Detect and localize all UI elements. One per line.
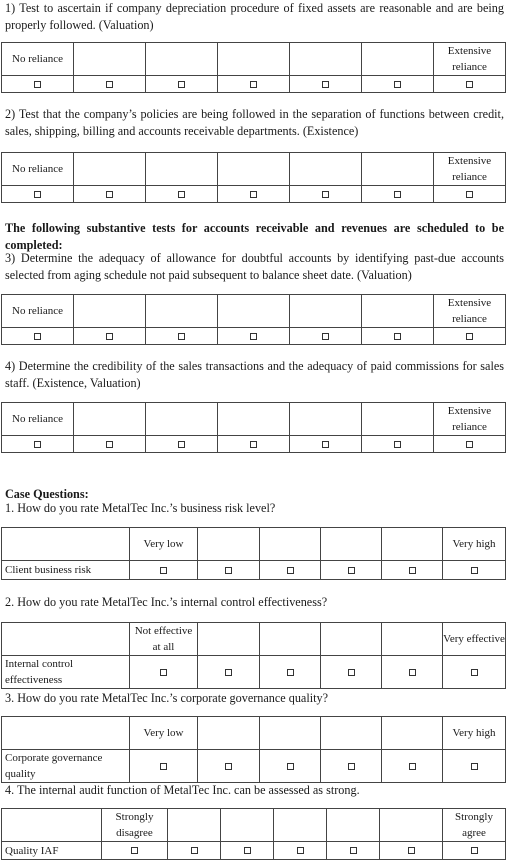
reliance-scale-4: [1, 402, 506, 453]
checkbox[interactable]: [102, 842, 168, 860]
checkbox[interactable]: [290, 186, 362, 203]
scale-low-label: Very low: [130, 717, 198, 750]
checkbox[interactable]: [443, 750, 506, 783]
checkbox[interactable]: [290, 76, 362, 93]
checkbox[interactable]: [382, 750, 443, 783]
test-question-4: [5, 358, 504, 392]
checkbox[interactable]: [218, 186, 290, 203]
checkbox[interactable]: [443, 561, 506, 580]
row-label: Quality IAF: [2, 842, 102, 860]
checkbox[interactable]: [321, 750, 382, 783]
checkbox[interactable]: [321, 656, 382, 689]
checkbox[interactable]: [146, 76, 218, 93]
checkbox[interactable]: [146, 186, 218, 203]
checkbox[interactable]: [434, 186, 506, 203]
case-question-3: 3. How do you rate MetalTec Inc.’s corporate governance quality?: [5, 691, 329, 705]
checkbox[interactable]: [74, 328, 146, 345]
internal-control-scale: [1, 622, 506, 689]
checkbox[interactable]: [290, 328, 362, 345]
scale-low-label: Strongly disagree: [102, 809, 168, 842]
checkbox[interactable]: [218, 436, 290, 453]
checkbox[interactable]: [2, 186, 74, 203]
internal-audit-scale: [1, 808, 506, 860]
checkbox[interactable]: [274, 842, 327, 860]
corporate-governance-scale: [1, 716, 506, 783]
scale-high-label: Very high: [443, 717, 506, 750]
row-label: Client business risk: [2, 561, 130, 580]
scale-low-label: No reliance: [2, 43, 74, 76]
scale-high-label: Strongly agree: [443, 809, 506, 842]
case-questions-heading: Case Questions:: [5, 487, 89, 501]
checkbox[interactable]: [321, 561, 382, 580]
checkbox[interactable]: [290, 436, 362, 453]
reliance-scale-2: [1, 152, 506, 203]
test-question-3-text: 3) Determine the adequacy of allowance for doubtful accounts by identifying past-due accounts selected from aging schedule not paid subsequent to balance sheet date. (Valuation): [5, 251, 504, 282]
checkbox[interactable]: [130, 750, 198, 783]
scale-high-label: Extensive reliance: [434, 43, 506, 76]
checkbox[interactable]: [434, 436, 506, 453]
checkbox[interactable]: [2, 328, 74, 345]
scale-low-label: Not effective at all: [130, 623, 198, 656]
checkbox[interactable]: [218, 328, 290, 345]
checkbox[interactable]: [74, 436, 146, 453]
scale-low-label: No reliance: [2, 153, 74, 186]
test-question-2: [5, 106, 504, 140]
checkbox[interactable]: [382, 656, 443, 689]
checkbox[interactable]: [443, 842, 506, 860]
scale-high-label: Extensive reliance: [434, 403, 506, 436]
test-question-1: [5, 0, 504, 34]
checkbox[interactable]: [327, 842, 380, 860]
checkbox[interactable]: [146, 328, 218, 345]
checkbox[interactable]: [74, 186, 146, 203]
checkbox[interactable]: [218, 76, 290, 93]
row-label: Corporate governance quality: [2, 750, 130, 783]
checkbox[interactable]: [260, 750, 321, 783]
checkbox[interactable]: [260, 656, 321, 689]
scale-high-label: Extensive reliance: [434, 295, 506, 328]
checkbox[interactable]: [168, 842, 221, 860]
case-question-2: 2. How do you rate MetalTec Inc.’s internal control effectiveness?: [5, 595, 328, 609]
scale-high-label: Very high: [443, 528, 506, 561]
test-question-1-text: 1) Test to ascertain if company depreciation procedure of fixed assets are reasonable and are being properly followed. (Valuation): [5, 1, 504, 32]
checkbox[interactable]: [434, 328, 506, 345]
test-question-3: [5, 250, 504, 284]
checkbox[interactable]: [130, 656, 198, 689]
test-question-4-text: 4) Determine the credibility of the sales transactions and the adequacy of paid commissions for sales staff. (Existence, Valuation): [5, 359, 504, 390]
checkbox[interactable]: [198, 561, 260, 580]
substantive-tests-heading: The following substantive tests for accounts receivable and revenues are scheduled to be completed:: [5, 221, 504, 252]
reliance-scale-3: [1, 294, 506, 345]
checkbox[interactable]: [260, 561, 321, 580]
row-label: Internal control effectiveness: [2, 656, 130, 689]
scale-low-label: No reliance: [2, 403, 74, 436]
checkbox[interactable]: [380, 842, 443, 860]
checkbox[interactable]: [362, 186, 434, 203]
test-question-2-text: 2) Test that the company’s policies are being followed in the separation of functions between credit, sales, shipping, billing and accounts receivable departments. (Existence): [5, 107, 504, 138]
checkbox[interactable]: [434, 76, 506, 93]
checkbox[interactable]: [221, 842, 274, 860]
checkbox[interactable]: [2, 436, 74, 453]
checkbox[interactable]: [443, 656, 506, 689]
checkbox[interactable]: [198, 656, 260, 689]
checkbox[interactable]: [198, 750, 260, 783]
reliance-scale-1: [1, 42, 506, 93]
scale-low-label: Very low: [130, 528, 198, 561]
checkbox[interactable]: [382, 561, 443, 580]
business-risk-scale: [1, 527, 506, 580]
checkbox[interactable]: [2, 76, 74, 93]
checkbox[interactable]: [362, 436, 434, 453]
checkbox[interactable]: [130, 561, 198, 580]
checkbox[interactable]: [362, 328, 434, 345]
scale-high-label: Very effective: [443, 623, 506, 656]
checkbox[interactable]: [362, 76, 434, 93]
scale-high-label: Extensive reliance: [434, 153, 506, 186]
checkbox[interactable]: [74, 76, 146, 93]
scale-low-label: No reliance: [2, 295, 74, 328]
case-question-1: 1. How do you rate MetalTec Inc.’s business risk level?: [5, 501, 276, 515]
case-question-4: 4. The internal audit function of MetalTec Inc. can be assessed as strong.: [5, 783, 360, 797]
checkbox[interactable]: [146, 436, 218, 453]
